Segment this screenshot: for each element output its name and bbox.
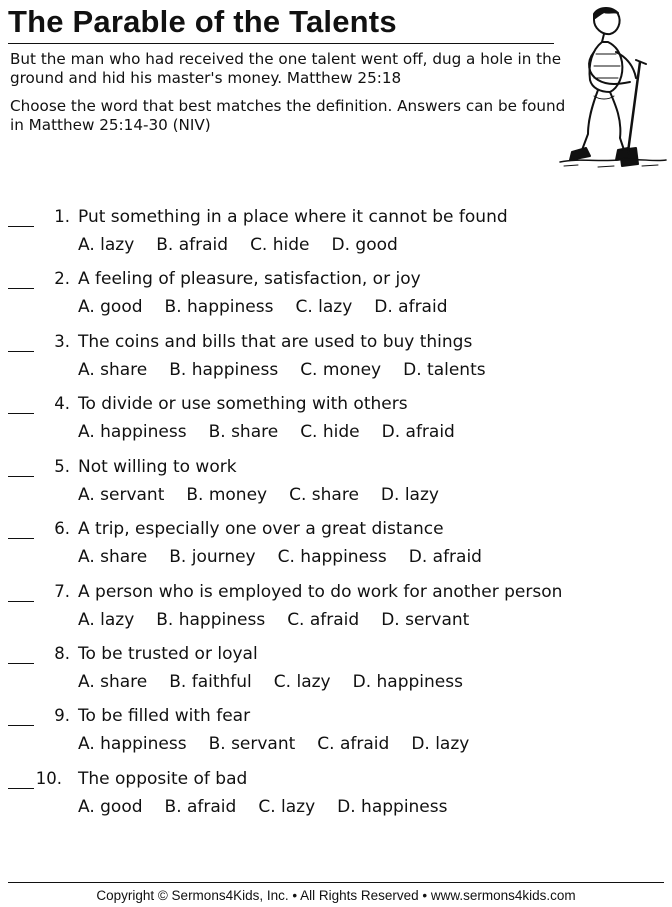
answer-choices [78, 485, 439, 505]
question-item [0, 641, 672, 701]
question-item [0, 703, 672, 763]
answer-blank[interactable] [8, 351, 34, 352]
choice-b: B. happiness [156, 610, 266, 630]
question-item [0, 516, 672, 576]
answer-choices [78, 547, 482, 567]
choice-d: D. good [331, 235, 398, 255]
answer-blank[interactable] [8, 725, 34, 726]
question-definition: Put something in a place where it cannot be found [78, 207, 508, 227]
choice-d: D. happiness [337, 797, 448, 817]
choice-a: A. servant [78, 485, 165, 505]
question-number: 9. [54, 706, 70, 725]
choice-b: B. servant [208, 734, 296, 754]
choice-b: B. share [208, 422, 279, 442]
answer-choices [78, 797, 447, 817]
choice-d: D. afraid [374, 297, 448, 317]
question-definition: The coins and bills that are used to buy things [78, 332, 473, 352]
choice-c: C. lazy [295, 297, 353, 317]
answer-choices [78, 610, 469, 630]
question-item [0, 266, 672, 326]
question-number: 10. [35, 769, 62, 788]
question-number: 8. [54, 644, 70, 663]
answer-blank[interactable] [8, 226, 34, 227]
choice-b: B. happiness [164, 297, 274, 317]
choice-d: D. lazy [411, 734, 470, 754]
choice-c: C. hide [300, 422, 360, 442]
answer-choices [78, 297, 448, 317]
choice-a: A. share [78, 360, 148, 380]
choice-a: A. lazy [78, 610, 135, 630]
question-item [0, 579, 672, 639]
answer-choices [78, 422, 455, 442]
intro-verse: But the man who had received the one talent went off, dug a hole in the ground and hid his master's money. Matthew 25:18 [10, 50, 562, 87]
choice-c: C. money [300, 360, 382, 380]
answer-blank[interactable] [8, 288, 34, 289]
choice-c: C. afraid [287, 610, 360, 630]
choice-d: D. happiness [352, 672, 463, 692]
choice-d: D. servant [381, 610, 470, 630]
answer-blank[interactable] [8, 538, 34, 539]
question-definition: A person who is employed to do work for another person [78, 582, 563, 602]
question-definition: A feeling of pleasure, satisfaction, or joy [78, 269, 421, 289]
answer-choices [78, 235, 398, 255]
choice-a: A. good [78, 297, 143, 317]
choice-b: B. journey [169, 547, 256, 567]
choice-c: C. share [289, 485, 359, 505]
question-number: 4. [54, 394, 70, 413]
page-title: The Parable of the Talents [8, 4, 397, 39]
question-item [0, 766, 672, 826]
choice-c: C. lazy [258, 797, 316, 817]
question-item [0, 329, 672, 389]
answer-choices [78, 734, 469, 754]
choice-a: A. happiness [78, 734, 187, 754]
answer-blank[interactable] [8, 663, 34, 664]
question-number: 1. [54, 207, 70, 226]
choice-b: B. money [186, 485, 268, 505]
answer-choices [78, 360, 486, 380]
question-number: 2. [54, 269, 70, 288]
question-definition: To be filled with fear [78, 706, 251, 726]
question-number: 5. [54, 457, 70, 476]
choice-a: A. lazy [78, 235, 135, 255]
choice-b: B. afraid [164, 797, 237, 817]
copyright-footer: Copyright © Sermons4Kids, Inc. • All Rights Reserved • www.sermons4kids.com [96, 888, 576, 903]
question-number: 7. [54, 582, 70, 601]
choice-b: B. faithful [169, 672, 252, 692]
choice-c: C. afraid [317, 734, 390, 754]
question-definition: To be trusted or loyal [78, 644, 258, 664]
choice-b: B. afraid [156, 235, 229, 255]
choice-d: D. talents [403, 360, 486, 380]
question-item [0, 204, 672, 264]
answer-blank[interactable] [8, 413, 34, 414]
answer-blank[interactable] [8, 788, 34, 789]
question-definition: Not willing to work [78, 457, 237, 477]
choice-a: A. good [78, 797, 143, 817]
choice-d: D. lazy [380, 485, 439, 505]
choice-c: C. lazy [273, 672, 331, 692]
question-number: 3. [54, 332, 70, 351]
intro-instructions: Choose the word that best matches the definition. Answers can be found in Matthew 25:14-30 (NIV) [10, 97, 566, 134]
answer-blank[interactable] [8, 476, 34, 477]
title-underline [8, 43, 554, 44]
question-item [0, 391, 672, 451]
question-definition: To divide or use something with others [78, 394, 408, 414]
choice-b: B. happiness [169, 360, 279, 380]
choice-c: C. hide [250, 235, 310, 255]
choice-a: A. share [78, 672, 148, 692]
question-definition: The opposite of bad [78, 769, 248, 789]
question-definition: A trip, especially one over a great distance [78, 519, 444, 539]
question-number: 6. [54, 519, 70, 538]
choice-d: D. afraid [381, 422, 455, 442]
answer-choices [78, 672, 463, 692]
answer-blank[interactable] [8, 601, 34, 602]
choice-d: D. afraid [408, 547, 482, 567]
choice-a: A. share [78, 547, 148, 567]
question-item [0, 454, 672, 514]
choice-c: C. happiness [277, 547, 387, 567]
man-digging-illustration [558, 2, 668, 170]
footer-divider [8, 882, 664, 883]
choice-a: A. happiness [78, 422, 187, 442]
